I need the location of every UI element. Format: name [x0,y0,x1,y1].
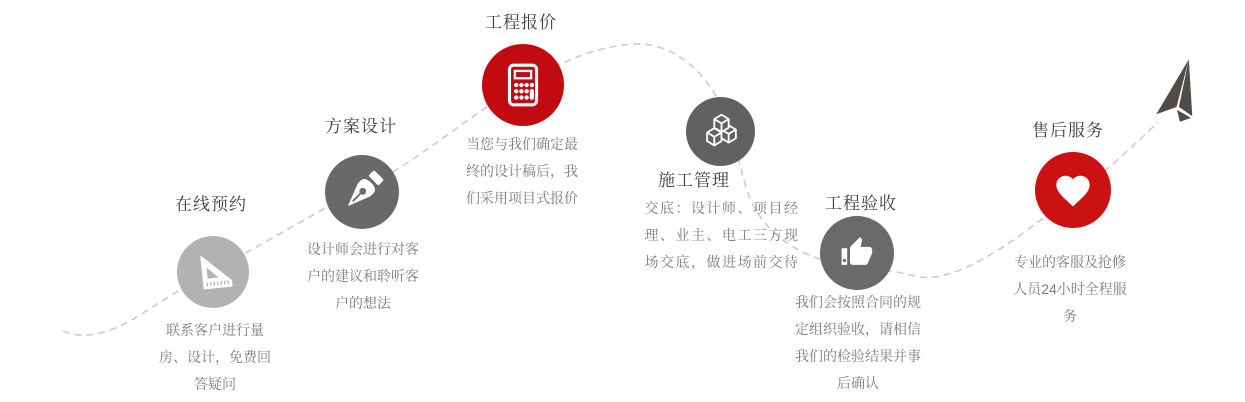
step-title-construction-management: 施工管理 [658,171,730,190]
step-description-project-acceptance [758,289,958,397]
step-description-line: 我们会按照合同的规 [795,294,921,310]
step-description-line: 我们的检验结果并事 [795,348,921,364]
step-title-online-booking: 在线预约 [175,195,247,214]
step-description-line: 场交底，做进场前交待 [644,254,800,270]
step-description-project-quote [427,131,617,212]
step-description-line: 终的设计稿后，我 [466,163,578,179]
step-title-plan-design: 方案设计 [325,117,397,136]
step-circle-project-acceptance [820,216,894,290]
set-square-ruler-icon [189,248,237,296]
step-circle-project-quote [482,44,564,126]
thumbs-up-icon [834,230,880,276]
step-description-line: 户的想法 [335,295,391,311]
step-description-line: 人员24小时全程服 [1013,281,1127,297]
step-description-line: 答疑问 [194,376,236,392]
step-circle-construction-management [686,97,755,166]
stacked-cubes-icon [698,109,744,155]
step-title-project-acceptance: 工程验收 [825,194,897,213]
step-circle-plan-design [325,155,399,229]
step-description-line: 们采用项目式报价 [466,190,578,206]
step-circle-online-booking [177,236,249,308]
paper-plane-icon [1148,60,1212,134]
step-description-line: 房、设计，免费回 [159,349,271,365]
step-description-line: 专业的客服及抢修 [1014,254,1126,270]
step-circle-after-sales-service [1035,152,1111,228]
step-description-line: 定组织验收，请相信 [795,321,921,337]
step-description-line: 当您与我们确定最 [466,136,578,152]
step-title-project-quote: 工程报价 [485,13,557,32]
step-description-construction-management [597,195,847,276]
step-description-line: 设计师会进行对客 [307,241,419,257]
step-description-line: 后确认 [837,375,879,391]
step-description-line: 联系客户进行量 [166,322,264,338]
cube-top [714,114,728,131]
step-description-line: 务 [1063,308,1077,324]
step-description-after-sales-service [975,249,1165,330]
step-description-line: 交底：设计师、项目经 [644,200,800,216]
calculator-icon [498,60,548,110]
heart-icon [1048,165,1098,215]
step-description-online-booking [120,317,310,398]
step-description-plan-design [268,236,458,317]
step-description-line: 理、业主、电工三方现 [644,227,800,243]
fountain-pen-icon [338,168,386,216]
step-title-after-sales-service: 售后服务 [1032,121,1104,140]
step-description-line: 户的建议和聆听客 [307,268,419,284]
